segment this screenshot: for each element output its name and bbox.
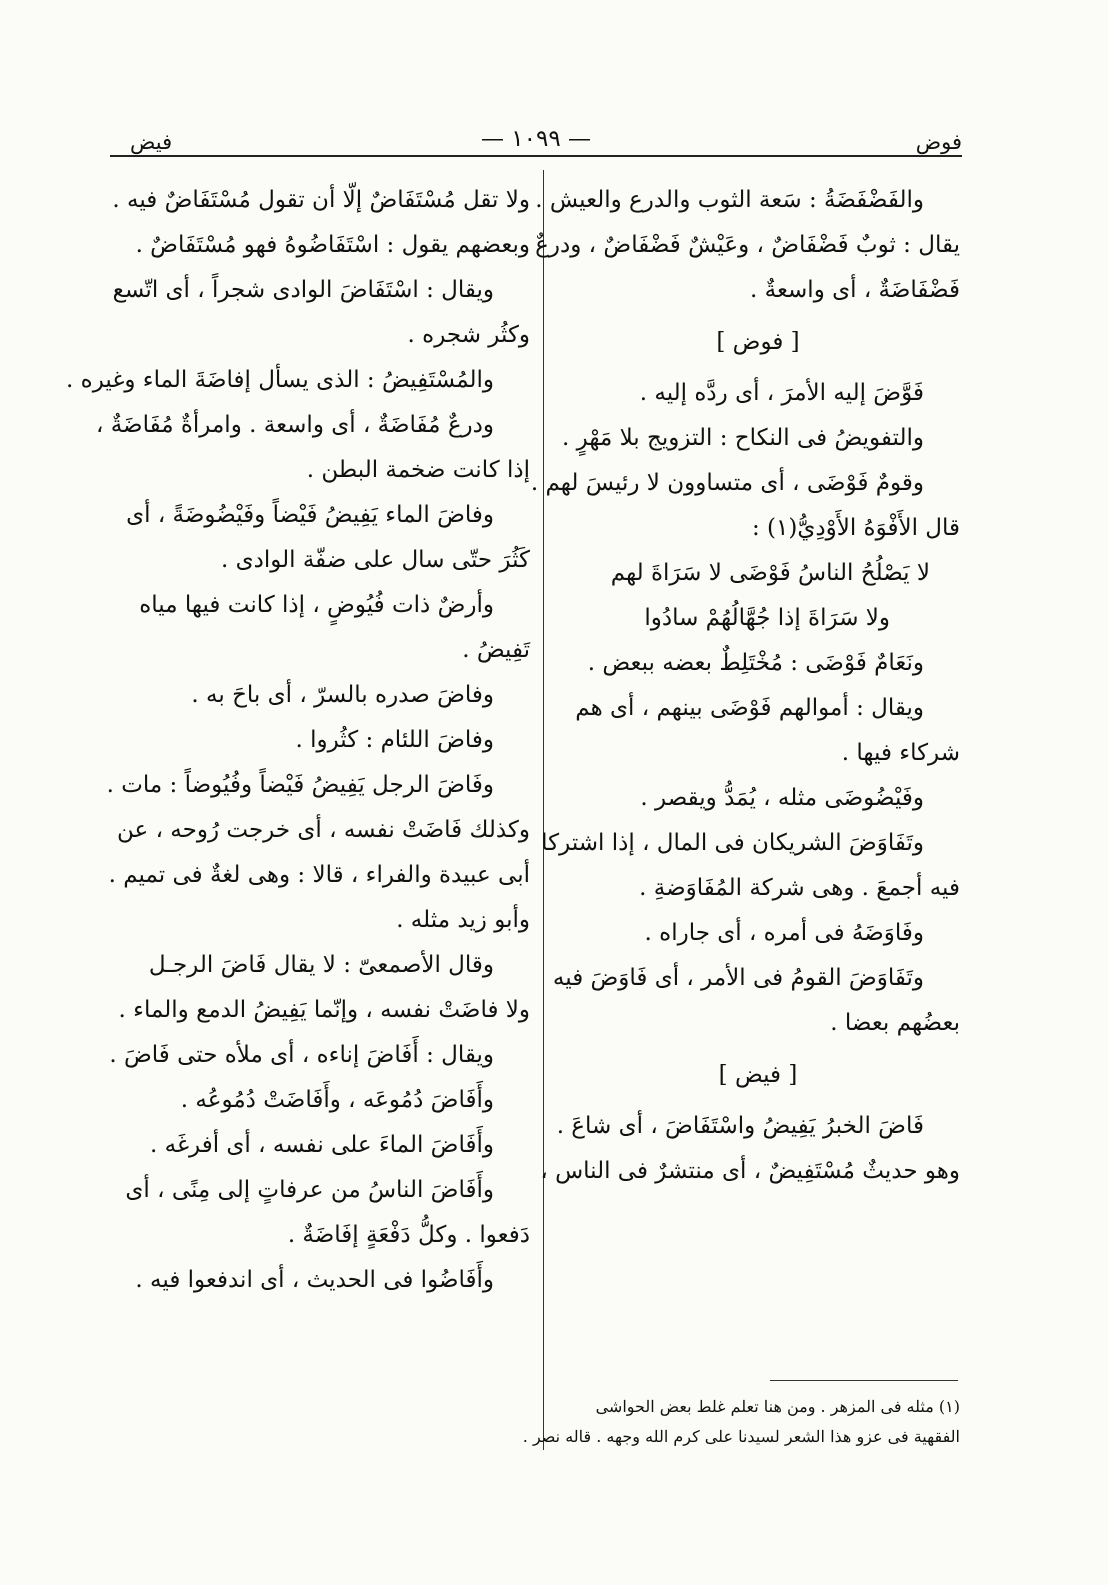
left-column [66,178,530,1303]
text-line: شركاء فيها . [841,740,960,766]
text-line: وفاضَ اللئام : كثُروا . [295,727,494,753]
text-line: وأرضٌ ذات فُيُوضٍ ، إذا كانت فيها مياه [139,592,494,618]
text-line: والمُسْتَفِيضُ : الذى يسأل إفاضَةَ الماء وغيره . [66,367,494,393]
header-rule [110,155,962,157]
verse-line: ولا سَرَاةَ إذا جُهَّالُهُمْ سادُوا [644,605,890,631]
footnotes [522,1392,960,1452]
header-right-entry: فوض [915,130,962,154]
right-column [530,178,960,1194]
text-line: وقال الأصمعىّ : لا يقال فَاضَ الرجـل [148,952,494,978]
text-line: وفَاوَضَهُ فى أمره ، أى جاراه . [644,920,924,946]
column-divider [543,170,544,1450]
text-line: ولا تقل مُسْتَفَاضٌ إلّا أن تقول مُسْتَفَاضٌ فيه . [112,187,530,213]
text-line: يقال : ثوبٌ فَضْفَاضٌ ، وعَيْشٌ فَضْفَاضٌ ، ودرعٌ [535,232,960,258]
text-line: وأبو زيد مثله . [396,907,530,933]
text-line: ويقال : أموالهم فَوْضَى بينهم ، أى هم [575,695,924,721]
text-line: فَوَّضَ إليه الأمرَ ، أى ردَّه إليه . [639,380,924,406]
section-heading-fawd: [ فوض ] [716,329,800,355]
text-line: وهو حديثٌ مُسْتَفِيضٌ ، أى منتشرٌ فى الناس ، [540,1158,960,1184]
text-line: فَاضَ الخبرُ يَفِيضُ واسْتَفَاضَ ، أى شاعَ . [556,1113,924,1139]
text-line: بعضُهم بعضا . [830,1010,960,1036]
text-line: والتفويضُ فى النكاح : التزويج بلا مَهْرٍ . [562,425,924,451]
text-line: أبى عبيدة والفراء ، قالا : وهى لغةٌ فى تميم . [108,862,530,888]
text-line: والفَضْفَضَةُ : سَعة الثوب والدرع والعيش . [535,187,924,213]
page-number: — ١٠٩٩ — [480,126,592,152]
text-line: ونَعَامٌ فَوْضَى : مُخْتَلِطٌ بعضه ببعض . [587,650,924,676]
text-line: وتَفَاوَضَ القومُ فى الأمر ، أى فَاوَضَ فيه [552,965,924,991]
text-line: وأَفَاضَ دُمُوعَه ، وأَفَاضَتْ دُمُوعُه . [180,1087,494,1113]
text-line: فَضْفَاضَةٌ ، أى واسعةٌ . [749,277,960,303]
text-line: ويقال : أَفَاضَ إناءه ، أى ملأه حتى فَاضَ . [109,1042,494,1068]
text-line: قال الأَفْوَهُ الأَوْدِيُّ(١) : [751,515,960,541]
text-line: وكثُر شجره . [407,322,530,348]
text-line: وأَفَاضُوا فى الحديث ، أى اندفعوا فيه . [135,1267,494,1293]
footnote-line: الفقهية فى عزو هذا الشعر لسيدنا على كرم الله وجهه . قاله نصر . [522,1427,960,1446]
text-line: وبعضهم يقول : اسْتَفَاضُوهُ فهو مُسْتَفَاضٌ . [135,232,530,258]
section-heading-fayd: [ فيض ] [718,1062,798,1088]
text-line: وفَيْضُوضَى مثله ، يُمَدُّ ويقصر . [640,785,924,811]
verse-line: لا يَصْلُحُ الناسُ فَوْضَى لا سَرَاةَ لهم [610,560,930,586]
text-line: وأَفَاضَ الناسُ من عرفاتٍ إلى مِنًى ، أى [125,1177,494,1203]
text-line: فيه أجمعَ . وهى شركة المُفَاوَضةِ . [639,875,960,901]
text-line: وفاضَ صدره بالسرّ ، أى باحَ به . [191,682,494,708]
page-header [110,122,962,158]
text-line: وكذلك فَاضَتْ نفسه ، أى خرجت رُوحه ، عن [117,817,530,843]
text-line: وتَفَاوَضَ الشريكان فى المال ، إذا اشتركا [541,830,924,856]
text-line: ودرعٌ مُفَاضَةٌ ، أى واسعة . وامرأةٌ مُفَاضَةٌ ، [95,412,494,438]
text-line: وأَفَاضَ الماءَ على نفسه ، أى أفرغَه . [150,1132,494,1158]
footnote-rule [770,1380,958,1381]
text-line: كَثُرَ حتّى سال على ضفّة الوادى . [221,547,530,573]
footnote-line: (١) مثله فى المزهر . ومن هنا تعلم غلط بعض الحواشى [595,1397,960,1416]
header-left-entry: فيض [130,130,173,154]
text-line: وفَاضَ الرجل يَفِيضُ فَيْضاً وفُيُوضاً : مات . [106,772,494,798]
text-line: وقومٌ فَوْضَى ، أى متساوون لا رئيسَ لهم . [530,470,924,496]
text-line: إذا كانت ضخمة البطن . [306,457,530,483]
text-line: تَفِيضُ . [462,637,530,663]
text-line: دَفعوا . وكلُّ دَفْعَةٍ إفَاضَةٌ . [287,1222,530,1248]
text-line: ويقال : اسْتَفَاضَ الوادى شجراً ، أى اتّسع [112,277,494,303]
text-line: وفاضَ الماء يَفِيضُ فَيْضاً وفَيْضُوضَةً ، أى [126,502,494,528]
text-line: ولا فاضَتْ نفسه ، وإنّما يَفِيضُ الدمع والماء . [118,997,530,1023]
